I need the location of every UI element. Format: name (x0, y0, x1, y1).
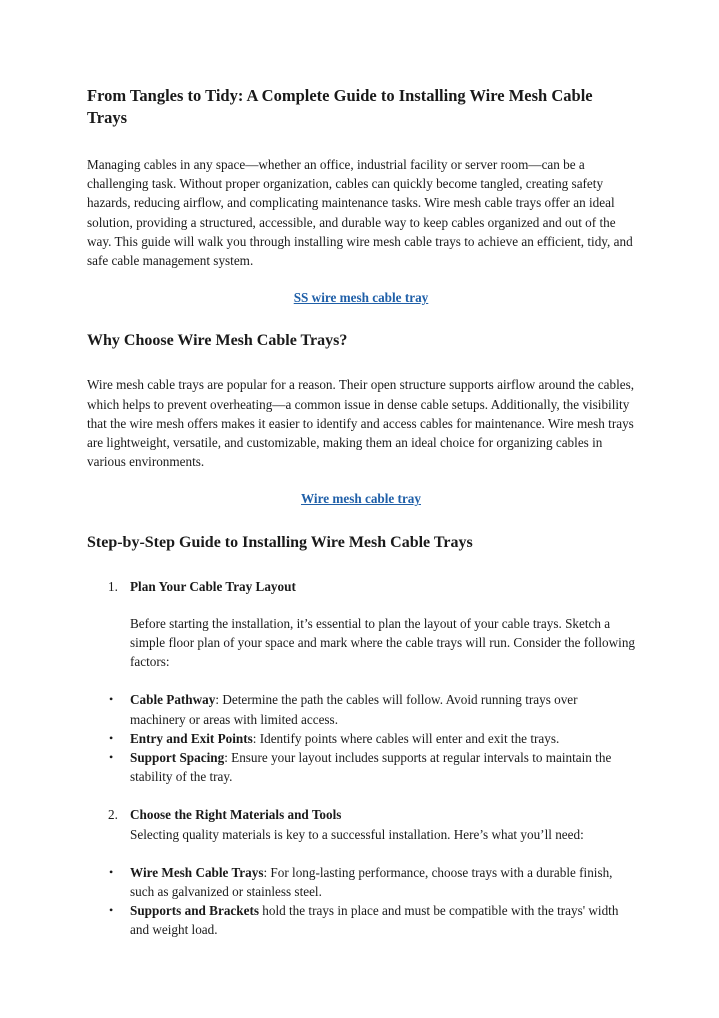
wire-mesh-cable-tray-link[interactable]: Wire mesh cable tray (300, 491, 421, 507)
list-item (87, 863, 635, 901)
bullet-icon: • (109, 692, 114, 707)
bullet-icon: • (109, 864, 114, 879)
bullet-icon: • (109, 750, 114, 765)
document-title: From Tangles to Tidy: A Complete Guide to Installing Wire Mesh Cable Trays (87, 86, 593, 127)
step-2-body: Selecting quality materials is key to a successful installation. Here’s what you’ll need: (130, 826, 584, 842)
list-item (87, 748, 635, 786)
intro-paragraph: Managing cables in any space—whether an office, industrial facility or server room—can be a challenging task. Without proper organization, cables can quickly become tangled, creating safety hazards, reducing airflow, and complicating maintenance tasks. Wire mesh cable trays offer an ideal solution, providing a structured, accessible, and durable way to keep cables organized and out of the way. This guide will walk you through installing wire mesh cable trays to achieve an efficient, tidy, and safe cable management system. (87, 157, 633, 269)
step-1-heading (87, 577, 635, 596)
spacer (87, 671, 635, 690)
bullet-text: : Identify points where cables will enter and exit the trays. (252, 730, 560, 746)
step-2-heading (87, 805, 635, 824)
bullet-icon: • (109, 903, 114, 918)
step-2-bullet-list (87, 863, 635, 940)
why-choose-paragraph: Wire mesh cable trays are popular for a reason. Their open structure supports airflow around the cables, which helps to prevent overheating—a common issue in dense cable setups. Additionally, the visibility that the wire mesh offers makes it easier to identify and access cables for maintenance. Wire mesh trays are lightweight, versatile, and customizable, making them an ideal choice for organizing cables in various environments. (87, 377, 635, 470)
link-line-1 (87, 288, 635, 307)
section-heading-why-choose: Why Choose Wire Mesh Cable Trays? (87, 332, 348, 350)
bullet-label: Cable Pathway (130, 692, 216, 708)
list-item (87, 729, 635, 748)
step-2-title: Choose the Right Materials and Tools (130, 807, 342, 823)
step-1-title: Plan Your Cable Tray Layout (130, 578, 296, 594)
step-1-body: Before starting the installation, it’s essential to plan the layout of your cable trays. Sketch a simple floor plan of your space and mark where the cable trays will run. Consider the following factors: (130, 615, 636, 670)
bullet-label: Entry and Exit Points (130, 730, 253, 746)
link-line-2 (87, 489, 635, 508)
bullet-label: Supports and Brackets (130, 903, 259, 919)
document-content (87, 85, 635, 940)
bullet-text: hold the trays in place and must be compatible with the trays' width and weight load. (130, 903, 619, 938)
step-1-number: 1. (108, 578, 118, 594)
list-item (87, 901, 635, 939)
step-1-bullet-list (87, 690, 635, 786)
ss-wire-mesh-cable-tray-link[interactable]: SS wire mesh cable tray (293, 290, 429, 306)
step-2-number: 2. (108, 807, 118, 823)
spacer (87, 596, 635, 614)
bullet-text: : Determine the path the cables will follow. Avoid running trays over machinery or areas with limited access. (130, 692, 578, 727)
bullet-text: : For long-lasting performance, choose trays with a durable finish, such as galvanized or stainless steel. (130, 864, 613, 900)
spacer (87, 844, 635, 863)
bullet-text: : Ensure your layout includes supports at regular intervals to maintain the stability of the tray. (130, 750, 612, 785)
bullet-label: Support Spacing (130, 750, 225, 766)
list-item (87, 690, 635, 728)
bullet-icon: • (109, 730, 114, 745)
section-heading-step-by-step: Step-by-Step Guide to Installing Wire Mesh Cable Trays (87, 533, 473, 551)
spacer (87, 786, 635, 805)
bullet-label: Wire Mesh Cable Trays (130, 864, 264, 880)
